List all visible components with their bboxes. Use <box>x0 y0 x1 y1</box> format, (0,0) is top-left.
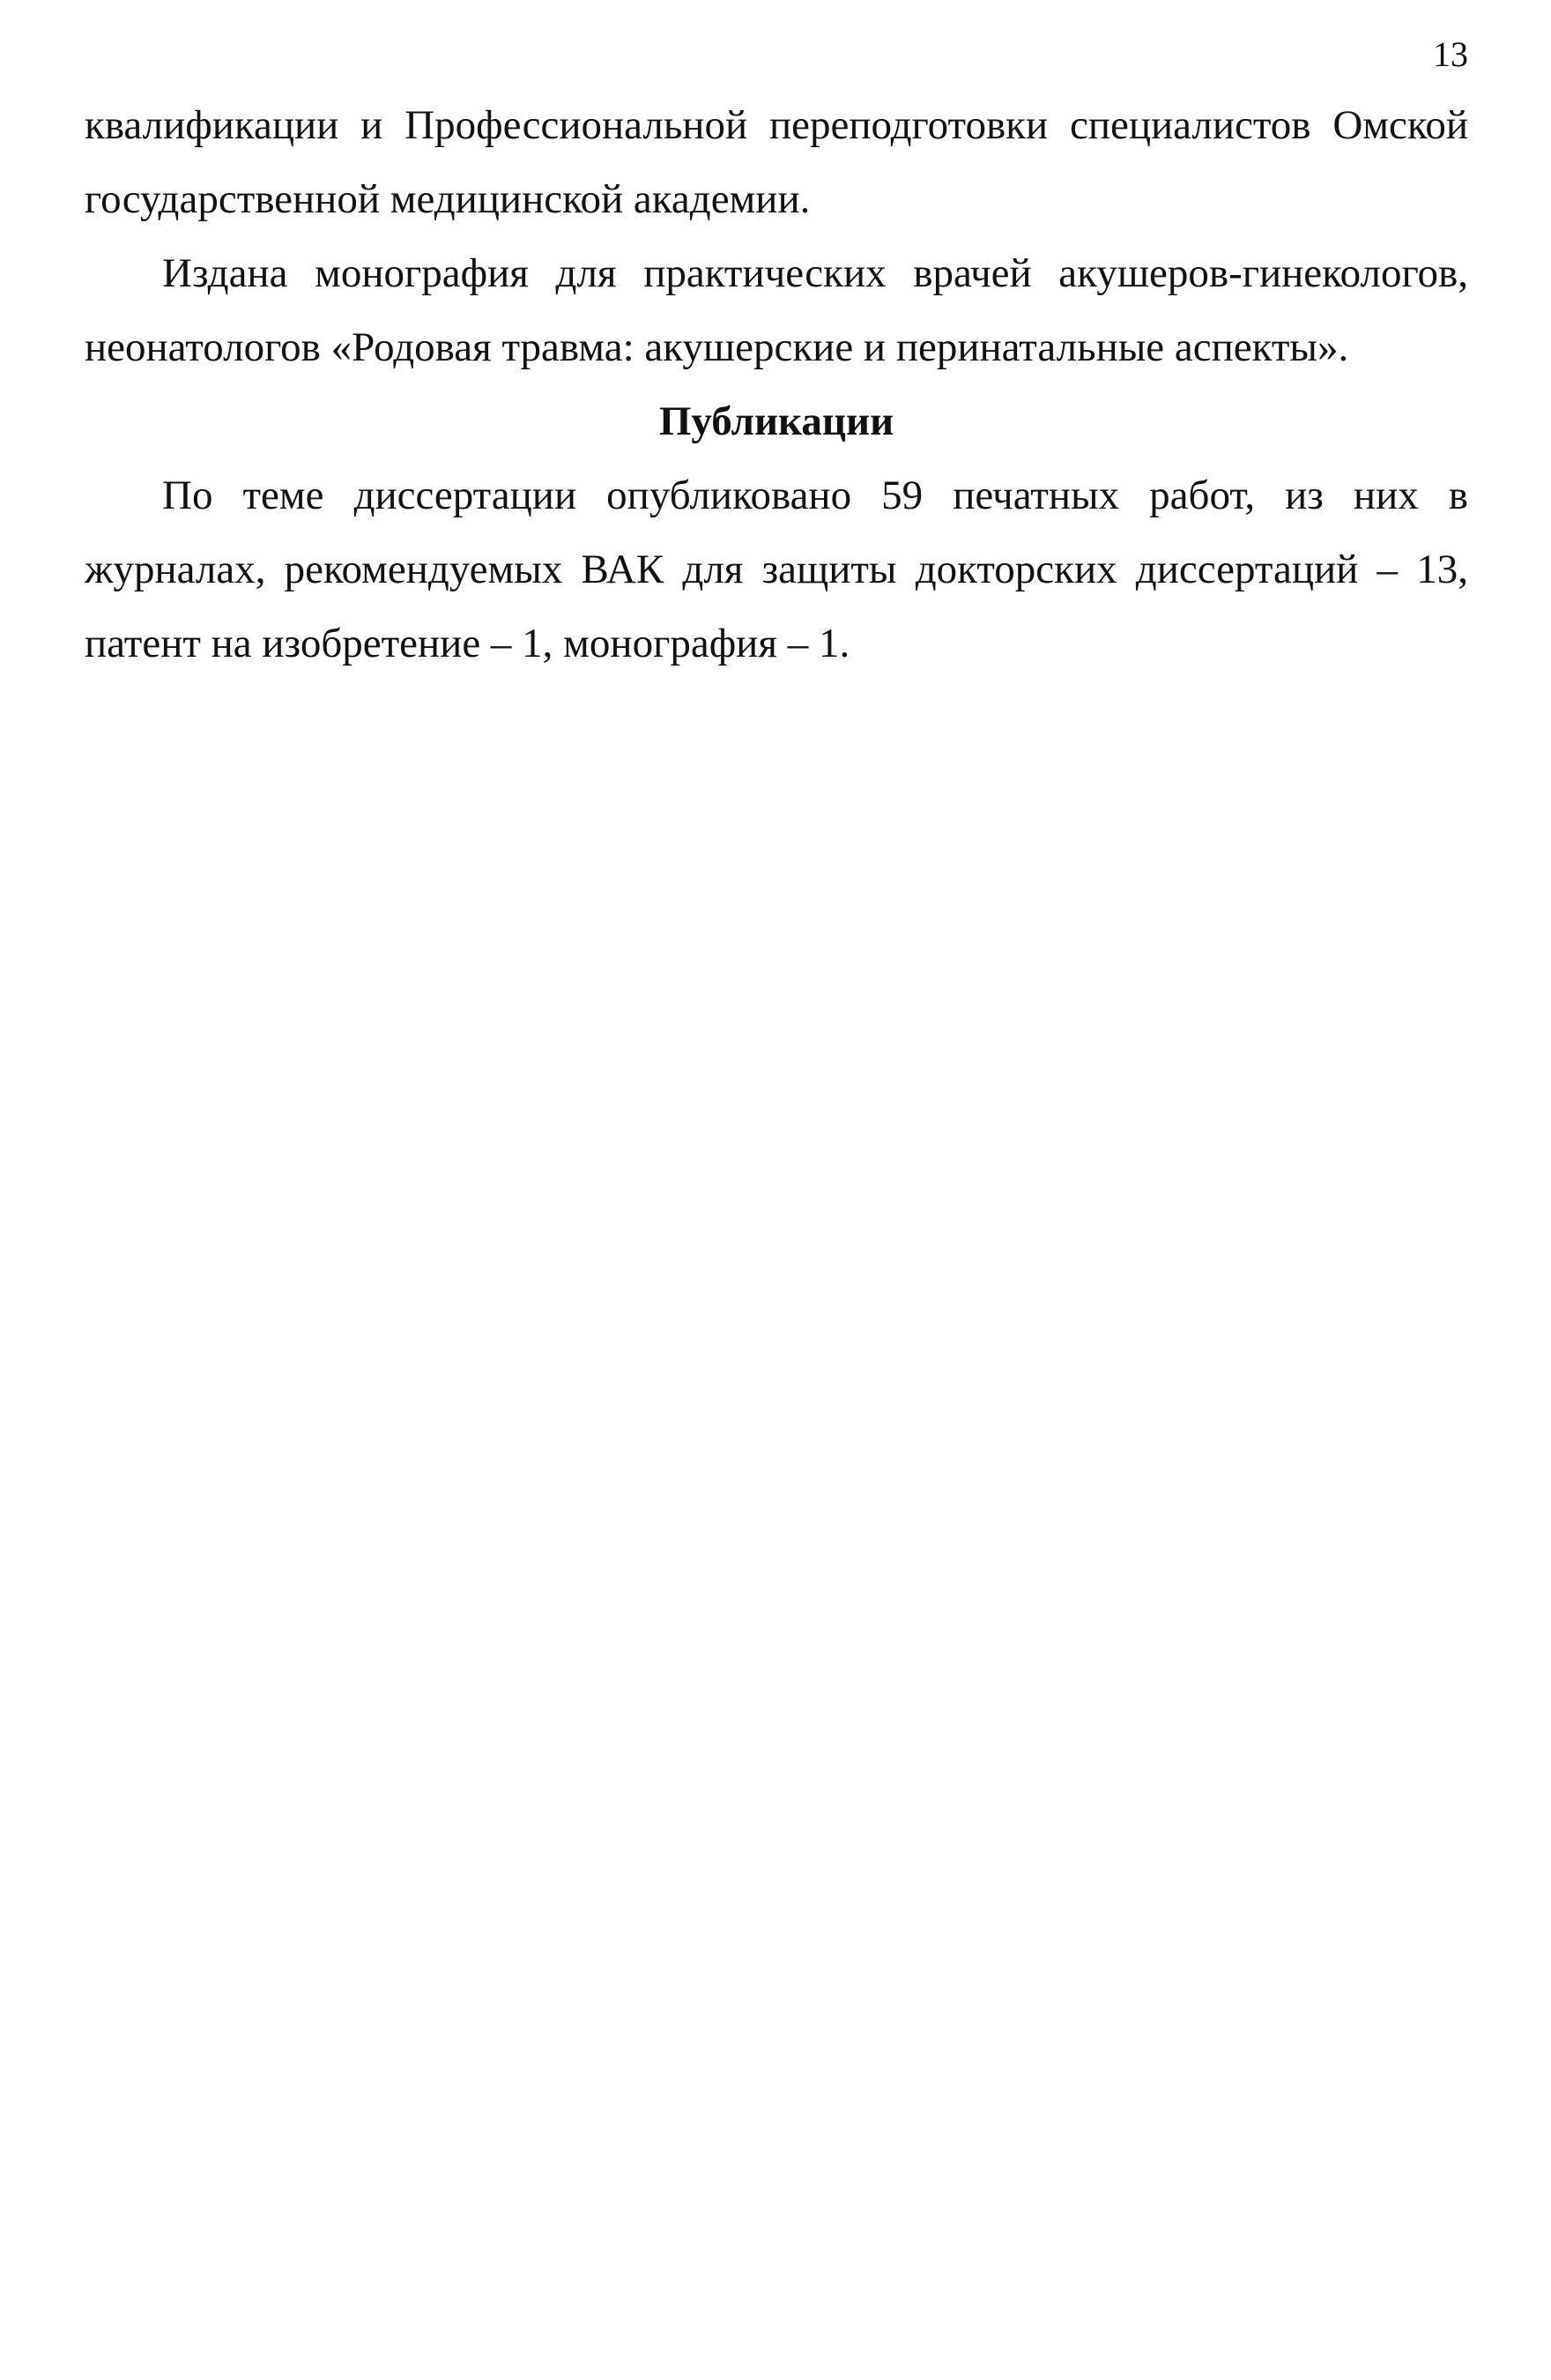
page-number: 13 <box>1433 34 1468 74</box>
page-body <box>85 88 1468 681</box>
paragraph-publications: По теме диссертации опубликовано 59 печатных работ, из них в журналах, рекомендуемых ВАК для защиты докторских диссертаций – 13, патент на изобретение – 1, монография – 1. <box>85 472 1468 666</box>
paragraph-continuation: квалификации и Профессиональной переподготовки специалистов Омской государственной медицинской академии. <box>85 102 1468 222</box>
section-heading-publications: Публикации <box>658 398 894 444</box>
paragraph-monograph: Издана монография для практических врачей акушеров-гинекологов, неонатологов «Родовая травма: акушерские и перинатальные аспекты». <box>85 250 1468 370</box>
